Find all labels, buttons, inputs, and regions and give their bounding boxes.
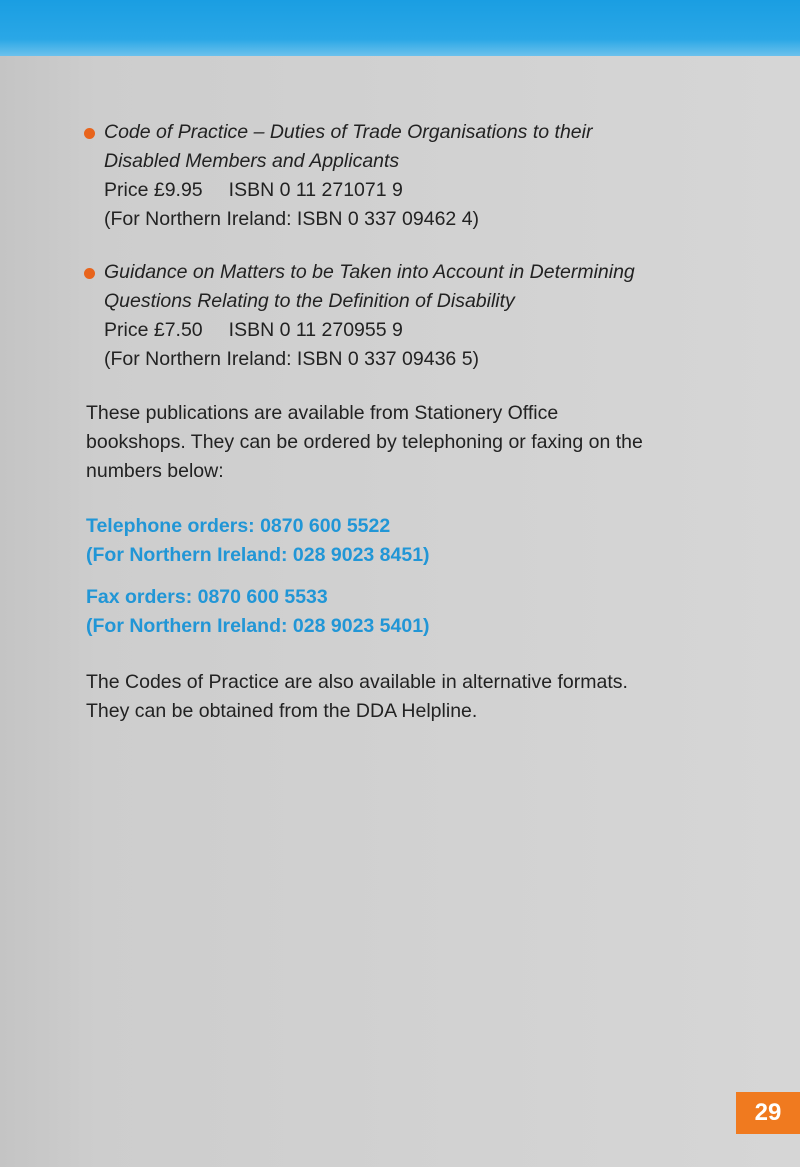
publication-title: Guidance on Matters to be Taken into Account in Determining bbox=[104, 261, 635, 283]
bullet-dot bbox=[84, 268, 95, 279]
telephone-orders-block bbox=[86, 512, 646, 570]
paragraph-line: These publications are available from Stationery Office bbox=[86, 402, 559, 424]
paragraph-line: They can be obtained from the DDA Helpline. bbox=[86, 700, 478, 722]
telephone-orders: Telephone orders: 0870 600 5522 bbox=[86, 515, 391, 537]
paragraph-line: numbers below: bbox=[86, 460, 224, 482]
paragraph-line: bookshops. They can be ordered by telephoning or faxing on the bbox=[86, 431, 643, 453]
paragraph-line: The Codes of Practice are also available in alternative formats. bbox=[86, 671, 628, 693]
publication-title: Disabled Members and Applicants bbox=[104, 150, 400, 172]
publication-item bbox=[104, 118, 624, 234]
telephone-orders-ni: (For Northern Ireland: 028 9023 8451) bbox=[86, 544, 430, 566]
fax-orders: Fax orders: 0870 600 5533 bbox=[86, 586, 328, 608]
publication-price: Price £9.95 bbox=[104, 179, 203, 201]
page-number: 29 bbox=[736, 1092, 800, 1134]
header-color-band bbox=[0, 0, 800, 56]
publication-ni-isbn: (For Northern Ireland: ISBN 0 337 09462 4) bbox=[104, 208, 480, 230]
publication-price-line bbox=[104, 176, 624, 205]
publication-item bbox=[104, 258, 635, 374]
availability-paragraph bbox=[86, 399, 646, 486]
publication-isbn: ISBN 0 11 271071 9 bbox=[228, 179, 403, 201]
publication-ni-isbn: (For Northern Ireland: ISBN 0 337 09436 5) bbox=[104, 348, 480, 370]
publication-title: Code of Practice – Duties of Trade Organisations to their bbox=[104, 121, 593, 143]
fax-orders-ni: (For Northern Ireland: 028 9023 5401) bbox=[86, 615, 430, 637]
bullet-dot bbox=[84, 128, 95, 139]
formats-note bbox=[86, 668, 646, 726]
publication-title: Questions Relating to the Definition of Disability bbox=[104, 290, 515, 312]
publication-price: Price £7.50 bbox=[104, 319, 203, 341]
fax-orders-block bbox=[86, 583, 646, 641]
publication-price-line bbox=[104, 316, 624, 345]
publication-isbn: ISBN 0 11 270955 9 bbox=[228, 319, 403, 341]
